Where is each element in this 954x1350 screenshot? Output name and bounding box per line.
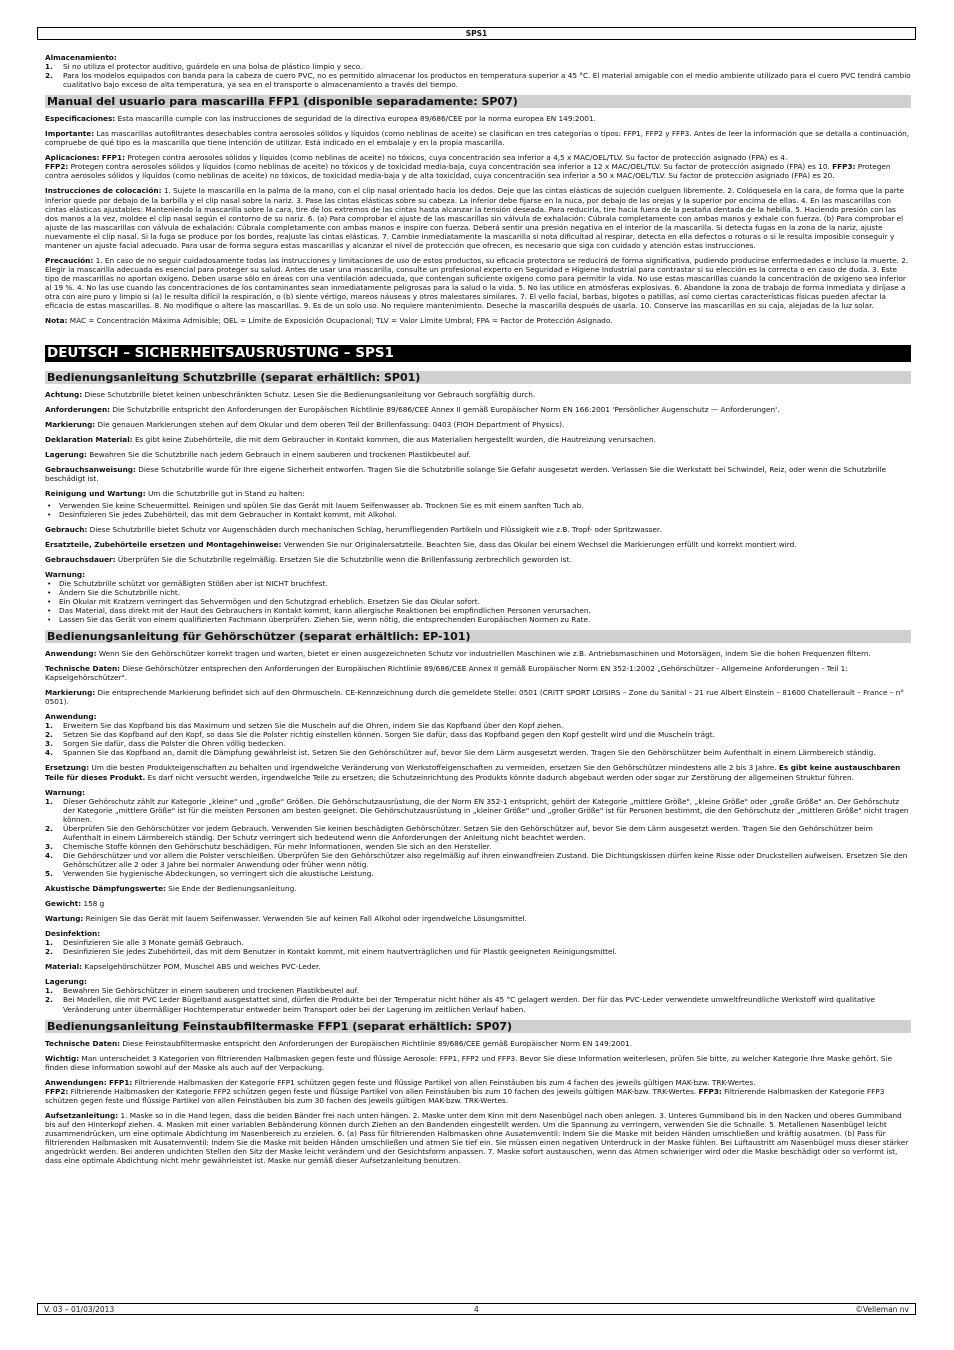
list-item: • Die Schutzbrille schützt vor gemäßigten Stößen aber ist NICHT bruchfest. [45, 579, 911, 588]
list-item: 5. Verwenden Sie hygienische Abdeckungen, so verringert sich die akustische Leistung. [45, 869, 374, 878]
paragraph: Ersetzung: Um die besten Produkteigenschaften zu behalten und irgendwelche Veränderung von Werkstoffeigenschaften zu vermeiden, ersetzen Sie den Gehörschützer mindestens alle 2 bis 3 Jahre. Es gibt keine austauschbaren Teile für dieses Produkt. Es darf nicht versucht werden, irgendwelche Teile zu ersetzen; die Schutzeinrichtung des Produkts könnte dadurch abgebaut werden oder sogar zur Zerstörung der allgemeinen Struktur führen. [45, 763, 901, 782]
page-header-title: SPS1 [37, 27, 916, 40]
list-item: 1. Dieser Gehörschutz zählt zur Kategorie „kleine" und „große" Größen. Die Gehörschutzausrüstung, die der Norm EN 352-1 entspricht, gehört der Kategorie „mittlere Größe", „kleine Größe" oder „große Größe" an. Der Gehörschutz der Kategorie „mittlere Größe" ist für die meisten Personen am besten geeignet. Die Gehörschutzausrüstung in „kleiner Größe" und „großer Größe" ist für Personen bestimmt, die den Gehörschutz der „mittleren Größe" nicht tragen können. [45, 796, 909, 824]
paragraph: Deklaration Material: Es gibt keine Zubehörteile, die mit dem Gebraucher in Kontakt kommen, die aus Materialien hergestellt wurden, die Hautreizung verursachen. [45, 435, 656, 445]
footer-version: V. 03 – 01/03/2013 [44, 1305, 115, 1314]
warning-label: Warnung: [45, 787, 86, 797]
list-item: • Desinfizieren Sie jedes Zubehörteil, das mit dem Gebraucher in Kontakt kommt, mit Alkohol. [45, 510, 911, 519]
storage-list [45, 62, 911, 89]
page-footer [37, 1303, 916, 1315]
section-heading-ear: Bedienungsanleitung für Gehörschützer (separat erhältlich: EP-101) [45, 630, 911, 643]
warning-list-ear [45, 797, 911, 878]
warning-list [45, 579, 911, 624]
paragraph: Technische Daten: Diese Feinstaubfiltermaske entspricht den Anforderungen der Europäischen Richtlinie 89/686/CEE gemäß Europäischer Norm EN 149:2001. [45, 1038, 633, 1048]
paragraph: Anforderungen: Die Schutzbrille entspricht den Anforderungen der Europäischen Richtlinie 89/686/CEE Annex II gemäß Europäischer Norm EN 166:2001 'Persönlicher Augenschutz — Anforderungen'. [45, 405, 780, 415]
paragraph: Lagerung: Bewahren Sie die Schutzbrille nach jedem Gebrauch in einem sauberen und trockenen Plastikbeutel auf. [45, 450, 471, 460]
list-item: 1. Bewahren Sie Gehörschützer in einem sauberen und trockenen Plastikbeutel auf. [45, 986, 360, 996]
list-item: 2. Para los modelos equipados con banda para la cabeza de cuero PVC, no es permitido almacenar los productos en temperatura superior a 45 °C. El material amigable con el medio ambiente utilizado para el cuero PVC tendrá cambio cualitativo bajo exceso de alta temperatura, ya sea en el transporte o almacenamiento a través del tiempo. [45, 71, 911, 90]
disinfection-list [45, 938, 911, 956]
list-item: 4. Spannen Sie das Kopfband an, damit die Dämpfung gewährleist ist. Setzen Sie den Gehörschützer auf, bevor Sie dem Lärm ausgesetzt werden. Tragen Sie den Gehörschützer beim Aufenthalt in einem Lärmbereich ständig. [45, 748, 876, 758]
paragraph: Anwendung: Wenn Sie den Gehörschützer korrekt tragen und warten, bietet er einen ausgezeichneten Schutz vor industriellen Maschinen wie z.B. Antriebsmaschinen und Motorsägen, indem Sie die hohen Frequenzen filtern. [45, 649, 871, 659]
paragraph: Especificaciones: Esta mascarilla cumple con las instrucciones de seguridad de la directiva europea 89/686/CEE por la norma europea EN 149:2001. [45, 114, 596, 124]
paragraph: Markierung: Die entsprechende Markierung befindet sich auf den Ohrmuscheln. CE-Kennzeichnung durch die gemeldete Stelle: 0501 (CRITT SPORT LOISIRS – Zone du Sanital – 21 rue Albert Einstein – 81600 Chatellerault – France – n° 0501). [45, 688, 905, 707]
list-item: 1. Desinfizieren Sie alle 3 Monate gemäß Gebrauch. [45, 938, 244, 948]
list-item: • Ein Okular mit Kratzern verringert das Sehvermögen und den Schutzgrad erheblich. Ersetzen Sie das Okular sofort. [45, 597, 911, 606]
list-item: 3. Sorgen Sie dafür, dass die Polster die Ohren völlig bedecken. [45, 739, 286, 749]
paragraph: Wichtig: Man unterscheidet 3 Kategorien von filtrierenden Halbmasken gegen feste und flüssige Aerosole: FFP1, FFP2 und FFP3. Bevor Sie diese Information weiterlesen, prüfen Sie bitte, zu welcher Kategorie Ihre Maske gehört. Sie finden diese Information sowohl auf der Maske als auch auf der Verpackung. [45, 1053, 893, 1072]
paragraph: Gebrauchsdauer: Überprüfen Sie die Schutzbrille regelmäßig. Ersetzen Sie die Schutzbrille wenn die Brillenfassung zerbrechlich geworden ist. [45, 554, 572, 564]
paragraph: Markierung: Die genauen Markierungen stehen auf dem Okular und dem oberen Teil der Brillenfassung: 0403 (FIOH Department of Physics). [45, 420, 565, 430]
paragraph: Precaución: 1. En caso de no seguir cuidadosamente todas las instrucciones y limitaciones de uso de estos productos, su eficacia protectora se reducirá de forma significativa, pudiendo producirse enfermedades e incluso la muerte. 2. Elegir la mascarilla adecuada es esencial para proteger su salud. Antes de usar una mascarilla, consulte un profesional experto en Seguridad e Higiene Industrial para contrastar si su elección es la correcta o en caso de duda. 3. Este tipo de mascarillas no aportan oxígeno. Deben usarse sólo en áreas con una ventilación adecuada, que contengan suficiente oxígeno como para permitir la vida. No use estas mascarillas cuando la concentración de oxígeno sea inferior al 19 %. 4. No las use cuando las concentraciones de los contaminantes sean inmediatamente peligrosas para la salud o la vida. 5. No las utilice en atmósferas explosivas. 6. Abandone la zona de trabajo de forma inmediata y diríjase a otra con aire puro y limpio si (a) le resulta difícil la respiración, o (b) siente vértigo, mareos náuseas y otros malestares similares. 7. El vello facial, barbas, bigotes o patillas, así como ciertas características físicas pueden afectar la eficacia de estas mascarillas. 8. No modifique o altere las mascarillas. 9. Es de un solo uso. No requiere mantenimiento. Deseche la mascarilla después de usarla. 10. Conserve las mascarillas en su caja, alejadas de la luz solar. [45, 255, 909, 311]
usage-list [45, 721, 911, 757]
footer-brand: ©Velleman nv [855, 1305, 909, 1314]
storage-list-ear [45, 986, 911, 1013]
paragraph: Ersatzteile, Zubehörteile ersetzen und Montagehinweise: Verwenden Sie nur Originalersatzteile. Beachten Sie, dass das Okular bei einem Wechsel die Markierungen erfüllt und korrekt montiert wird. [45, 539, 797, 549]
paragraph: Instrucciones de colocación: 1. Sujete la mascarilla en la palma de la mano, con el clip nasal orientado hacia los dedos. Deje que las cintas elásticas de sujeción cuelguen libremente. 2. Colóquesela en la cara, de forma que la parte inferior quede por debajo de la barbilla y el clip nasal sobre la nariz. 3. Pase las cintas elásticas sobre su cabeza. La inferior debe fijarse en la nuca, por debajo de las orejas y la superior por encima de ellas. 4. En las mascarillas con cintas elásticas ajustables: Manteniendo la mascarilla sobre la cara, tire de los extremos de las cintas hasta alcanzar la tensión deseada. Para reducirla, tire hacia fuera de la pestaña dentada de la hebilla. 5. Haciendo presión con las dos manos a la vez, moldee el clip nasal según el contorno de su nariz. 6. (a) Para comprobar el ajuste de las mascarillas sin válvula de exhalación: Cúbrala completamente con ambas manos y exhale con fuerza. (b) Para comprobar el ajuste de las mascarillas con válvula de exhalación: Cúbrala completamente con ambas manos e inspire con fuerza. Deberá sentir una presión negativa en el interior de la mascarilla. Si detecta fugas en la zona de la nariz, ajuste nuevamente el clip nasal. Si la fuga se produce por los bordes, reajuste las cintas elásticas. 7. Cambie inmediatamente la mascarilla si nota dificultad al respirar, detecta en ella defectos o roturas o si le resulta imposible conseguir y mantener un ajuste facial adecuado. Para usar de forma segura estas mascarillas y alcanzar el nivel de protección que ofrecen, es necesario que siga con cuidado y atención estas instrucciones. [45, 186, 905, 250]
list-item: 1. Si no utiliza el protector auditivo, guárdelo en una bolsa de plástico limpio y seco. [45, 62, 363, 72]
list-item: 4. Die Gehörschützer und vor allem die Polster verschleißen. Überprüfen Sie den Gehörschützer also regelmäßig auf ihren einwandfreien Zustand. Die Dichtungskissen dürfen keine Risse oder Druckstellen aufweisen. Ersetzen Sie den Gehörschützer alle 2 oder 3 Jahre bei normaler Anwendung oder früher wenn nötig. [45, 850, 908, 869]
page-content [45, 53, 911, 1171]
section-heading-ffp1-de: Bedienungsanleitung Feinstaubfiltermaske FFP1 (separat erhältlich: SP07) [45, 1020, 911, 1033]
paragraph: Aplicaciones: FFP1: Protegen contra aerosoles sólidos y líquidos (como neblinas de aceite) no tóxicos, cuya concentración sea inferior a 4,5 x MAC/OEL/TLV. Su factor de protección asignado (FPA) es 4. FFP2: Protegen contra aerosoles sólidos y líquidos (como neblinas de aceite) no tóxicos y de toxicidad media-baja, cuya concentración sea inferior a 12 x MAC/OEL/TLV. Su factor de protección asignado (FPA) es 10. FFP3: Protegen contra aerosoles sólidos y líquidos (como neblinas de aceite) no tóxicos, de toxicidad media-baja y de alta toxicidad, cuya concentración sea inferior a 50 x MAC/OEL/TLV. Su factor de protección asignado (FPA) es 20. [45, 153, 891, 181]
language-section-title: DEUTSCH – SICHERHEITSAUSRÜSTUNG – SPS1 [45, 345, 911, 362]
paragraph: Nota: MAC = Concentración Máxima Admisible; OEL = Límite de Exposición Ocupacional; TLV = Valor Límite Umbral; FPA = Factor de Protección Asignado. [45, 316, 613, 326]
list-item: 3. Chemische Stoffe können den Gehörschutz beschädigen. Für mehr Informationen, wenden Sie sich an den Hersteller. [45, 841, 492, 851]
paragraph: Reinigung und Wartung: Um die Schutzbrille gut in Stand zu halten: [45, 489, 305, 499]
list-item: • Verwenden Sie keine Scheuermittel. Reinigen und spülen Sie das Gerät mit lauem Seifenwasser ab. Trocknen Sie es mit einem sanften Tuch ab. [45, 501, 911, 510]
paragraph: Gebrauch: Diese Schutzbrille bietet Schutz vor Augenschäden durch mechanischen Schlag, herumfliegenden Partikeln und Flüssigkeit wie z.B. Tropf- oder Spritzwasser. [45, 524, 662, 534]
storage-label: Almacenamiento: [45, 53, 117, 62]
section-heading-goggles: Bedienungsanleitung Schutzbrille (separat erhältlich: SP01) [45, 371, 911, 384]
cleaning-list [45, 501, 911, 519]
paragraph: Anwendungen: FFP1: Filtrierende Halbmasken der Kategorie FFP1 schützen gegen feste und flüssige Partikel von allen Feinstäuben bis zum 4 fachen des jeweils gültigen MAK-bzw. TRK-Wertes. FFP2: Filtrierende Halbmasken der Kategorie FFP2 schützen gegen feste und flüssige Partikel von allen Feinstäuben bis zum 10 fachen des jeweils gültigen MAK-bzw. TRK-Wertes. FFP3: Filtrierende Halbmasken der Kategorie FFP3 schützen gegen feste und flüssige Partikel von allen Feinstäuben bis zum 30 fachen des jeweils gültigen MAK-bzw. TRK-Wertes. [45, 1077, 885, 1105]
paragraph: Technische Daten: Diese Gehörschützer entsprechen den Anforderungen der Europäischen Richtlinie 89/686/CEE Annex II gemäß Europäischer Norm EN 352-1:2002 „Gehörschützer - Allgemeine Anforderungen - Teil 1: Kapselgehörschützer". [45, 664, 848, 683]
paragraph: Importante: Las mascarillas autofiltrantes desechables contra aerosoles sólidos y líquidos (como neblinas de aceite) se clasifican en tres categorías o tipos: FFP1, FFP2 y FFP3. Antes de leer la información que se detalla a continuación, compruebe de qué tipo es la mascarilla que tiene intención de utilizar. Está indicado en el embalaje y en la propia mascarilla. [45, 129, 910, 148]
list-item: 2. Bei Modellen, die mit PVC Leder Bügelband ausgestattet sind, dürfen die Produkte bei der Temperatur nicht höher als 45 °C gelagert werden. Der für das PVC-Leder verwendete umweltfreundliche Werkstoff wird qualitative Veränderung unter übermäßiger Hochtemperatur entweder beim Transport oder bei der Lagerung im zeitlichen Verlauf haben. [45, 995, 875, 1014]
section-heading-mask-es: Manual del usuario para mascarilla FFP1 (disponible separadamente: SP07) [45, 95, 911, 108]
list-item: 1. Erweitern Sie das Kopfband bis das Maximum und setzen Sie die Muscheln auf die Ohren, indem Sie das Kopfband über den Kopf ziehen. [45, 721, 564, 731]
list-item: 2. Setzen Sie das Kopfband auf den Kopf, so dass Sie die Polster richtig einstellen können. Sorgen Sie dafür, dass das Kopfband gegen den Kopf gestellt wird und die Muscheln trägt. [45, 730, 715, 740]
list-item: • Ändern Sie die Schutzbrille nicht. [45, 588, 911, 597]
paragraph: Gebrauchsanweisung: Diese Schutzbrille wurde für Ihre eigene Sicherheit entworfen. Tragen Sie die Schutzbrille solange Sie Gefahr ausgesetzt werden. Verlassen Sie die Werkstatt bei Schwindel, Reiz, oder wenn die Schutzbrille beschädigt ist. [45, 465, 887, 484]
paragraph: Material: Kapselgehörschützer POM, Muschel ABS und weiches PVC-Leder. [45, 962, 321, 972]
paragraph: Aufsetzanleitung: 1. Maske so in die Hand legen, dass die beiden Bänder frei nach unten hängen. 2. Maske unter dem Kinn mit dem Nasenbügel nach oben anlegen. 3. Unteres Gummiband bis in den Nacken und oberes Gummiband bis auf den Hinterkopf ziehen. 4. Masken mit einer variablen Bebänderung können durch Ziehen an den Bandenden eingestellt werden. Um die Spannung zu verringern, verwenden Sie die Schnalle. 5. Metallenen Nasenbügel leicht zusammendrücken, um eine optimale Abdichtung im Nasenbereich zu erzielen. 6. (a) Pass für filtrierenden Halbmasken ohne Ausatemventil: Indem Sie die Maske mit beiden Händen umschließen und kräftig ausatmen. (b) Pass für filtrierenden Halbmasken mit Ausatemventil: Indem Sie die Maske mit beiden Händen umschließen und atmen Sie tief ein. Sie müssen einen negativen Unterdruck in der Maske fühlen. Bei Luftaustritt am Nasenbügel muss dieser stärker angedrückt werden. Bei anderen undichten Stellen den Sitz der Maske leicht verändern und der Gesichtsform anpassen. 7. Maske sofort austauschen, wenn das Atmen schwieriger wird oder die Maske beschädigt oder so verformt ist, dass eine optimale Abdichtung nicht mehr gewährleistet ist. Maske nur gemäß dieser Aufsetzanleitung benutzen. [45, 1110, 909, 1166]
paragraph: Achtung: Diese Schutzbrille bietet keinen unbeschränkten Schutz. Lesen Sie die Bedienungsanleitung vor Gebrauch sorgfältig durch. [45, 390, 536, 400]
storage-label: Lagerung: [45, 977, 87, 987]
usage-label: Anwendung: [45, 712, 97, 722]
list-item: 2. Desinfizieren Sie jedes Zubehörteil, das mit dem Benutzer in Kontakt kommt, mit einem hautverträglichen und für Plastik geeigneten Reinigungsmittel. [45, 947, 617, 957]
warning-label: Warnung: [45, 569, 86, 579]
paragraph: Akustische Dämpfungswerte: Sie Ende der Bedienungsanleitung. [45, 884, 297, 894]
paragraph: Wartung: Reinigen Sie das Gerät mit lauem Seifenwasser. Verwenden Sie auf keinen Fall Alkohol oder irgendwelche Lösungsmittel. [45, 914, 527, 924]
disinfection-label: Desinfektion: [45, 929, 101, 939]
paragraph: Gewicht: 158 g [45, 899, 105, 909]
list-item: • Das Material, dass direkt mit der Haut des Gebrauchers in Kontakt kommt, kann allergische Reaktionen bei empfindlichen Personen verursachen. [45, 606, 911, 615]
list-item: 2. Überprüfen Sie den Gehörschützer vor jedem Gebrauch. Verwenden Sie keinen beschädigten Gehörschützer. Setzen Sie den Gehörschützer auf, bevor Sie dem Lärm ausgesetzt werden. Tragen Sie den Gehörschützer beim Aufenthalt in einem Lärmbereich ständig. Der Schutz verringert sich bedeutend wenn die Anforderungen der Anleitung nicht beachtet werden. [45, 823, 873, 842]
list-item: • Lassen Sie das Gerät von einem qualifizierten Fachmann überprüfen. Ziehen Sie, wenn nötig, die entsprechenden Europäischen Normen zu Rate. [45, 615, 911, 624]
footer-page-number: 4 [474, 1305, 479, 1314]
